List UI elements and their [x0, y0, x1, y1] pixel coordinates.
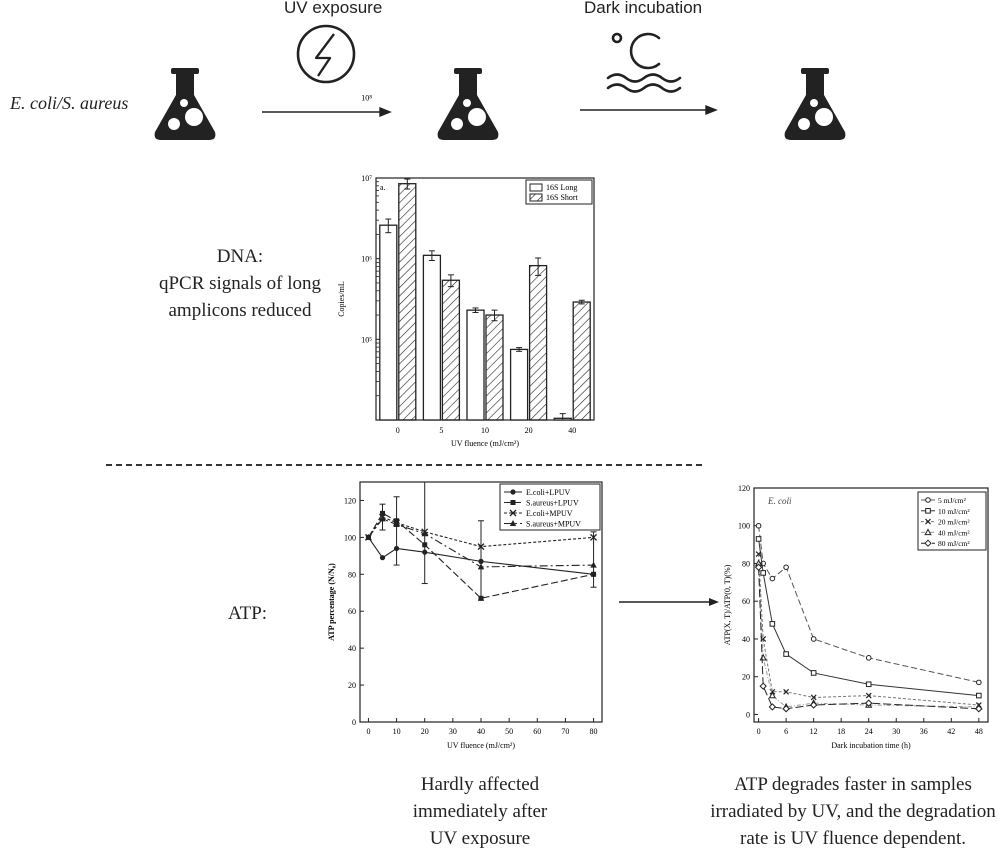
data-point-series-1 [510, 489, 515, 494]
x-axis-label: UV fluence (mJ/cm²) [450, 439, 520, 448]
x-tick-label: 20 [524, 426, 533, 435]
x-axis-label: UV fluence (mJ/cm²) [446, 741, 516, 750]
y-tick-label: 20 [348, 681, 356, 691]
x-tick-label: 5 [439, 426, 444, 435]
y-tick-label: 0 [352, 718, 356, 727]
bar-short [486, 315, 503, 420]
uv-exposure-label: UV exposure [284, 0, 383, 17]
dna-label-line-1: DNA: [216, 246, 264, 267]
atp-caption-right-line-2: irradiated by UV, and the degradation [710, 801, 996, 822]
atp-caption-left-line-3: UV exposure [429, 828, 531, 849]
atp-caption-right-line-3: rate is UV fluence dependent. [740, 828, 966, 849]
y-tick-label: 10⁷ [361, 174, 372, 183]
legend-label: E.coli+LPUV [526, 488, 571, 497]
y-tick-label: 10⁶ [361, 254, 372, 264]
atp-caption-right-line-1: ATP degrades faster in samples [734, 774, 972, 795]
atp-caption-left-line-2: immediately after [412, 801, 548, 822]
x-tick-label: 60 [533, 727, 542, 736]
y-tick-label: 60 [742, 597, 750, 607]
atp-line-chart [320, 470, 610, 760]
atp-caption-right [708, 771, 998, 852]
bar-long [511, 349, 528, 420]
y-tick-label: 120 [738, 484, 750, 493]
data-point-series-1 [926, 498, 931, 503]
x-tick-label: 30 [892, 727, 901, 736]
erlenmeyer-flask-icon-3 [785, 68, 846, 140]
erlenmeyer-flask-icon-1 [155, 68, 216, 140]
data-point-series-2 [811, 671, 816, 676]
qpcr-bar-chart [330, 93, 602, 450]
y-tick-label: 20 [742, 672, 750, 682]
legend-label: 10 mJ/cm² [938, 506, 970, 516]
x-tick-label: 24 [864, 727, 873, 736]
legend-label: 80 mJ/cm² [938, 539, 970, 549]
series-line-5 [759, 567, 979, 709]
organism-label: E. coli/S. aureus [10, 93, 129, 113]
legend-label: E.coli+MPUV [526, 509, 573, 518]
legend-label: 20 mJ/cm² [938, 517, 970, 527]
data-point-series-1 [770, 576, 775, 581]
y-axis-label: ATP(X, T)/ATP(0, T)(%) [723, 564, 732, 646]
legend-label: S.aureus+MPUV [526, 519, 581, 529]
x-tick-label: 10 [392, 727, 401, 736]
y-tick-label: 80 [742, 559, 750, 569]
x-tick-label: 48 [974, 727, 983, 736]
temperature-water-icon [608, 34, 680, 92]
y-axis-label: ATP percentage (N/N₀) [327, 563, 336, 641]
data-point-series-5 [760, 683, 766, 689]
dark-incubation-label: Dark incubation [584, 0, 703, 17]
x-tick-label: 50 [505, 727, 514, 736]
panel-label: a. [380, 183, 386, 192]
dna-label [120, 243, 360, 324]
legend-label: 40 mJ/cm² [938, 528, 970, 538]
lightning-icon [298, 26, 354, 82]
y-tick-label: 0 [746, 710, 750, 720]
y-tick-label: 10⁵ [361, 335, 372, 345]
x-tick-label: 0 [366, 727, 371, 736]
atp-caption-left [370, 771, 590, 852]
x-tick-label: 36 [919, 727, 928, 736]
data-point-series-1 [380, 555, 385, 560]
x-tick-label: 40 [477, 727, 485, 736]
data-point-series-2 [770, 622, 775, 627]
dna-label-line-3: amplicons reduced [168, 300, 312, 321]
x-tick-label: 70 [561, 727, 570, 736]
dna-label-line-2: qPCR signals of long [158, 273, 322, 294]
y-tick-label: 40 [348, 644, 356, 654]
x-tick-label: 6 [784, 727, 789, 736]
data-point-series-2 [761, 571, 766, 576]
x-tick-label: 12 [809, 727, 818, 736]
section-divider [106, 464, 702, 466]
data-point-series-5 [769, 704, 775, 710]
panel-annotation: E. coli [768, 496, 792, 506]
atp-label: ATP: [228, 603, 268, 624]
data-point-series-1 [811, 637, 816, 642]
y-tick-label: 10⁸ [361, 93, 372, 103]
data-point-series-2 [866, 682, 871, 687]
bar-short [442, 280, 459, 420]
data-point-series-1 [784, 565, 789, 570]
legend-label: 16S Long [546, 183, 578, 192]
x-axis-label: Dark incubation time (h) [831, 741, 911, 750]
y-tick-label: 100 [344, 533, 356, 543]
x-tick-label: 42 [947, 727, 956, 736]
data-point-series-1 [866, 656, 871, 661]
x-tick-label: 18 [837, 727, 846, 736]
atp-arrow [615, 595, 725, 609]
atp-decay-chart [718, 478, 998, 750]
bar-long [380, 225, 397, 420]
workflow-graphic [0, 0, 1000, 170]
erlenmeyer-flask-icon-2 [438, 68, 499, 140]
legend-swatch [530, 194, 542, 201]
x-tick-label: 40 [568, 426, 577, 435]
data-point-series-4 [760, 655, 766, 660]
data-point-series-2 [926, 509, 931, 514]
series-line-2 [759, 539, 979, 696]
x-tick-label: 0 [756, 727, 761, 736]
x-tick-label: 30 [448, 727, 457, 736]
bar-short [530, 266, 547, 420]
legend-label: 16S Short [546, 193, 578, 202]
x-tick-label: 10 [481, 426, 489, 435]
y-tick-label: 120 [344, 496, 356, 506]
x-tick-label: 0 [395, 426, 400, 435]
y-tick-label: 60 [348, 607, 356, 617]
legend-label: S.aureus+LPUV [526, 498, 579, 508]
x-tick-label: 20 [420, 727, 429, 736]
legend-label: 5 mJ/cm² [938, 496, 966, 505]
y-axis-label: Copies/mL [337, 281, 346, 317]
data-point-series-2 [784, 652, 789, 657]
data-point-series-1 [756, 523, 761, 528]
atp-caption-left-line-1: Hardly affected [420, 774, 540, 795]
bar-short [399, 184, 416, 420]
data-point-series-1 [977, 680, 982, 685]
y-tick-label: 100 [738, 521, 750, 531]
x-tick-label: 80 [589, 727, 598, 736]
data-point-series-2 [977, 693, 982, 698]
data-point-series-2 [756, 537, 761, 542]
data-point-series-2 [511, 500, 516, 505]
bar-long [467, 310, 484, 420]
legend-swatch [530, 184, 542, 191]
bar-short [573, 302, 590, 420]
y-tick-label: 40 [742, 634, 750, 644]
y-tick-label: 80 [348, 570, 356, 580]
bar-long [423, 255, 440, 420]
